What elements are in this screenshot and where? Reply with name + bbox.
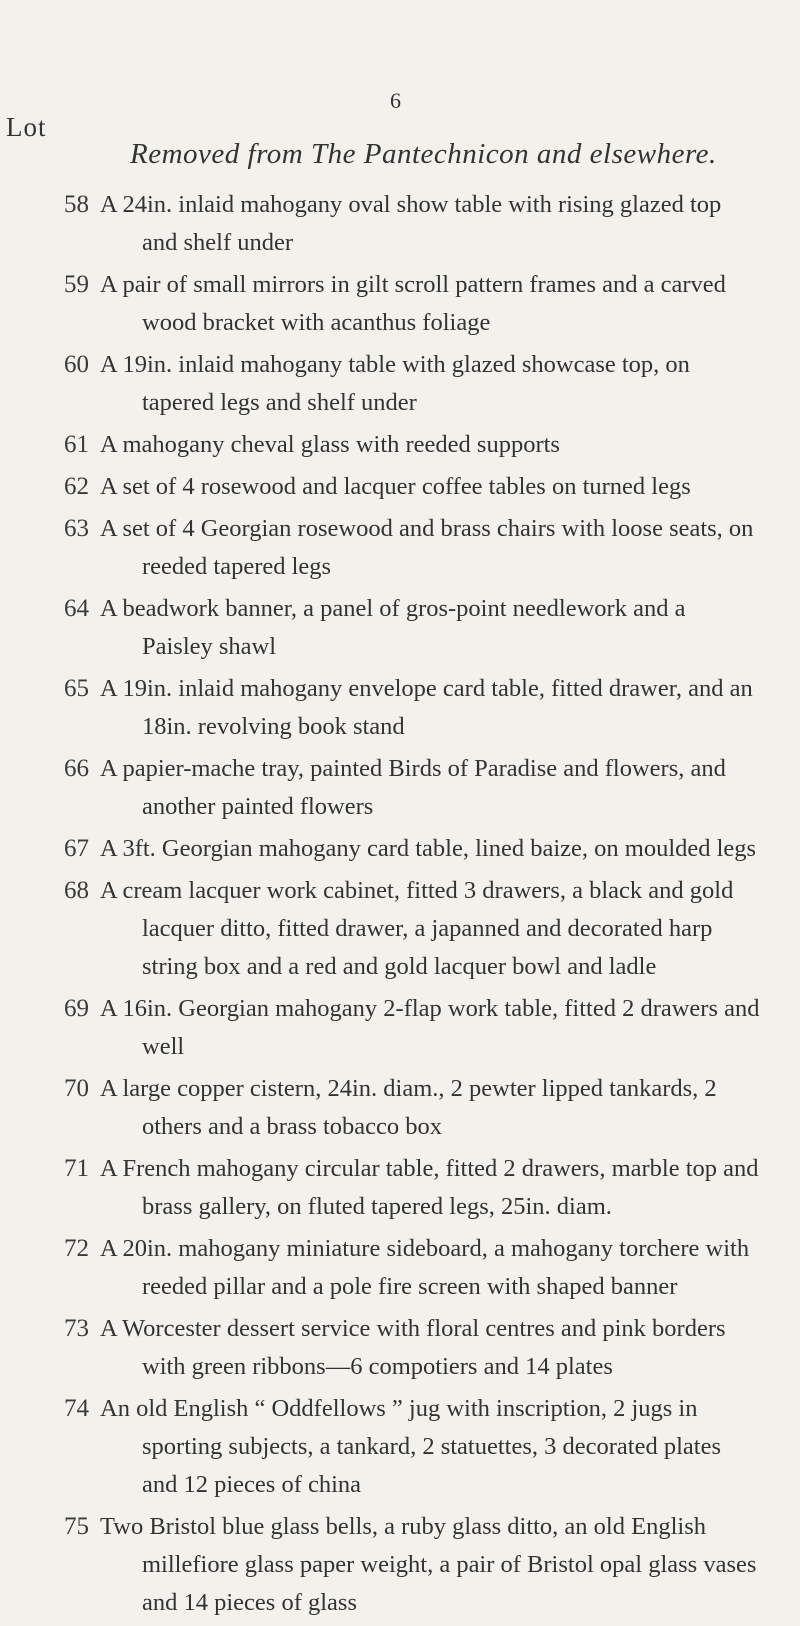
section-title: Removed from The Pantechnicon and elsewhere. — [130, 138, 717, 170]
lot-number: 70 — [64, 1075, 89, 1102]
lot-description: A 3ft. Georgian mahogany card table, lined baize, on moulded legs — [100, 835, 757, 862]
lot-description: An old English “ Oddfellows ” jug with inscription, 2 jugs in sporting subjects, a tankard, 2 statuettes, 3 decorated plates and 12 pieces of china — [100, 1395, 721, 1498]
lot-entry — [0, 1390, 800, 1504]
page-number: 6 — [390, 88, 401, 113]
lot-entry — [0, 186, 800, 262]
lot-number: 68 — [64, 877, 89, 904]
lot-number: 69 — [64, 995, 89, 1022]
lot-description: A 24in. inlaid mahogany oval show table with rising glazed top and shelf under — [100, 191, 722, 256]
lot-description: A pair of small mirrors in gilt scroll pattern frames and a carved wood bracket with acanthus foliage — [100, 271, 726, 336]
lot-entry — [0, 266, 800, 342]
lot-entry — [0, 426, 800, 464]
lot-number: 63 — [64, 515, 89, 542]
lot-column-heading: Lot — [6, 112, 47, 142]
lot-number: 59 — [64, 271, 89, 298]
lot-description: A French mahogany circular table, fitted 2 drawers, marble top and brass gallery, on fluted tapered legs, 25in. diam. — [100, 1155, 759, 1220]
lot-number: 61 — [64, 431, 89, 458]
lot-description: A papier-mache tray, painted Birds of Paradise and flowers, and another painted flowers — [100, 755, 726, 820]
lot-entry — [0, 872, 800, 986]
lot-description: A Worcester dessert service with floral centres and pink borders with green ribbons—6 compotiers and 14 plates — [100, 1315, 726, 1380]
lot-description: A 16in. Georgian mahogany 2-flap work table, fitted 2 drawers and well — [100, 995, 760, 1060]
lot-number: 73 — [64, 1315, 89, 1342]
lot-number: 65 — [64, 675, 89, 702]
lot-description: A large copper cistern, 24in. diam., 2 pewter lipped tankards, 2 others and a brass tobacco box — [100, 1075, 717, 1140]
lot-entry — [0, 468, 800, 506]
lot-number: 75 — [64, 1513, 89, 1540]
lot-entry — [0, 1230, 800, 1306]
lot-entry — [0, 830, 800, 868]
lot-number: 67 — [64, 835, 89, 862]
lot-number: 62 — [64, 473, 89, 500]
lot-description: A 19in. inlaid mahogany table with glazed showcase top, on tapered legs and shelf under — [100, 351, 690, 416]
lot-description: A 20in. mahogany miniature sideboard, a mahogany torchere with reeded pillar and a pole fire screen with shaped banner — [100, 1235, 750, 1300]
lot-description: A cream lacquer work cabinet, fitted 3 drawers, a black and gold lacquer ditto, fitted drawer, a japanned and decorated harp string box and a red and gold lacquer bowl and ladle — [100, 877, 734, 980]
lot-entry — [0, 750, 800, 826]
lot-number: 74 — [64, 1395, 89, 1422]
lot-description: A set of 4 rosewood and lacquer coffee tables on turned legs — [100, 473, 691, 500]
lot-number: 60 — [64, 351, 89, 378]
lot-entry — [0, 990, 800, 1066]
lot-number: 64 — [64, 595, 89, 622]
lot-description: A 19in. inlaid mahogany envelope card table, fitted drawer, and an 18in. revolving book stand — [100, 675, 753, 740]
lot-list — [0, 186, 800, 1626]
lot-entry — [0, 1070, 800, 1146]
lot-entry — [0, 510, 800, 586]
lot-description: Two Bristol blue glass bells, a ruby glass ditto, an old English millefiore glass paper weight, a pair of Bristol opal glass vases and 14 pieces of glass — [100, 1513, 757, 1616]
lot-entry — [0, 1508, 800, 1622]
lot-entry — [0, 1150, 800, 1226]
lot-number: 72 — [64, 1235, 89, 1262]
lot-number: 66 — [64, 755, 89, 782]
lot-number: 71 — [64, 1155, 89, 1182]
lot-number: 58 — [64, 191, 89, 218]
lot-entry — [0, 590, 800, 666]
lot-description: A set of 4 Georgian rosewood and brass chairs with loose seats, on reeded tapered legs — [100, 515, 754, 580]
lot-entry — [0, 670, 800, 746]
lot-description: A beadwork banner, a panel of gros-point needlework and a Paisley shawl — [100, 595, 686, 660]
lot-description: A mahogany cheval glass with reeded supports — [100, 431, 560, 458]
lot-entry — [0, 346, 800, 422]
lot-entry — [0, 1310, 800, 1386]
